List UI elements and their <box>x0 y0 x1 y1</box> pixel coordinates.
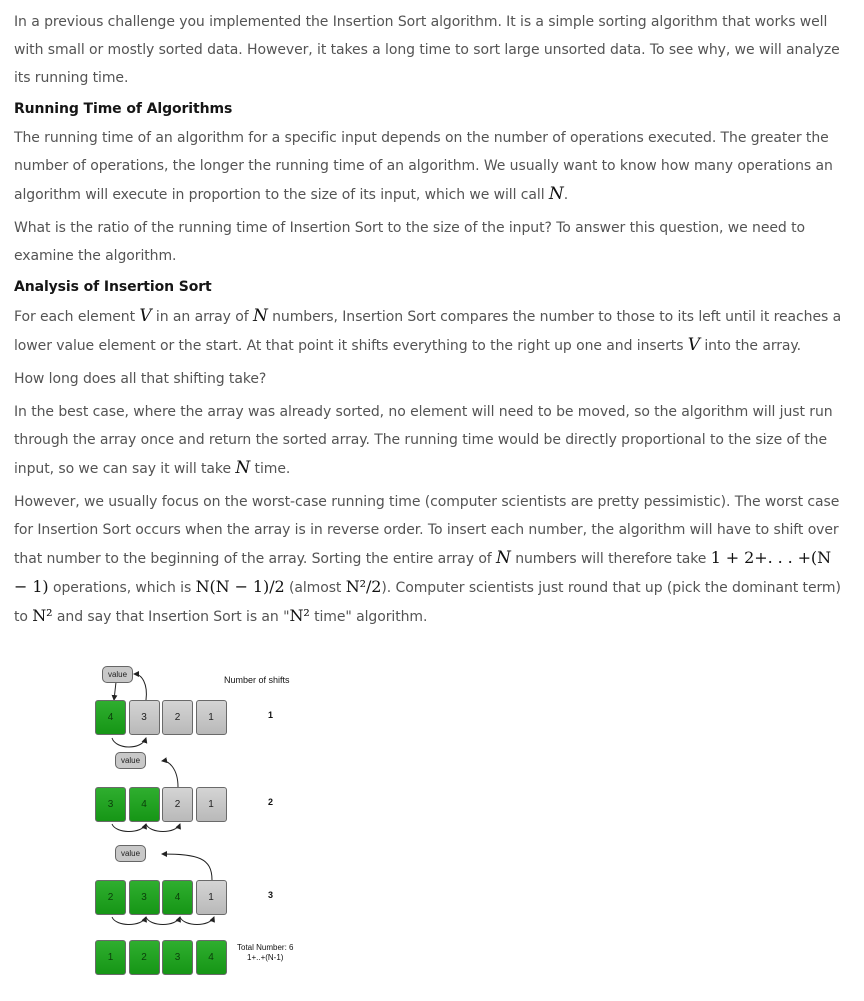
array-cell: 2 <box>162 700 193 735</box>
period: . <box>563 187 569 203</box>
math-v: V <box>139 306 152 326</box>
best-text-a: In the best case, where the array was already sorted, no element will need to be moved, so the algorithm will just run through the array once and return the sorted array. The running time would be directly proportional to the size of the input, so we can say it will take <box>14 404 833 477</box>
arrow-shift <box>112 824 146 832</box>
best-text-b: time. <box>250 461 291 477</box>
array-cell: 1 <box>196 880 227 915</box>
total-line-2: 1+..+(N-1) <box>247 953 284 962</box>
array-cell: 2 <box>95 880 126 915</box>
math-n: N <box>496 548 511 568</box>
math-n: N <box>548 184 564 204</box>
each-text-a: For each element <box>14 309 140 325</box>
value-box: value <box>115 752 146 769</box>
arrow-from-value <box>114 682 116 700</box>
math-n: N <box>235 458 251 478</box>
running-time-paragraph <box>14 124 844 209</box>
array-cell: 2 <box>162 787 193 822</box>
array-cell: 3 <box>129 700 160 735</box>
math-n2-half: N²/2 <box>345 577 382 596</box>
shift-count: 1 <box>268 710 274 720</box>
worst-text-e: ). Computer scientists just round that up (pick the dominant term) to <box>14 580 841 625</box>
ratio-paragraph: What is the ratio of the running time of Insertion Sort to the size of the input? To answer this question, we need to examine the algorithm. <box>14 220 805 264</box>
array-cell: 4 <box>162 880 193 915</box>
intro-paragraph: In a previous challenge you implemented the Insertion Sort algorithm. It is a simple sorting algorithm that works well with small or mostly sorted data. However, it takes a long time to sort large unsorted data. To see why, we will analyze its running time. <box>14 14 840 86</box>
math-n2: N² <box>32 606 53 625</box>
array-cell: 4 <box>196 940 227 975</box>
worst-text-c: operations, which is <box>48 580 196 596</box>
shifts-header: Number of shifts <box>224 675 290 685</box>
array-cell: 3 <box>95 787 126 822</box>
arrow-shift <box>146 824 180 832</box>
total-line-1: Total Number: 6 <box>237 943 294 952</box>
arrow-to-value <box>134 674 146 700</box>
each-element-paragraph <box>14 302 844 360</box>
each-text-c: numbers, Insertion Sort compares the number to those to its left until it reaches a lower value element or the start. At that point it shifts everything to the right up one and inserts <box>14 309 842 354</box>
value-box: value <box>102 666 133 683</box>
shift-count: 2 <box>268 797 274 807</box>
arrow-to-value <box>162 761 178 787</box>
worst-text-d: (almost <box>284 580 346 596</box>
arrow-shift <box>180 917 214 925</box>
shift-count: 3 <box>268 890 274 900</box>
arrow-shift <box>146 917 180 925</box>
worst-text-a: However, we usually focus on the worst-case running time (computer scientists are pretty pessimistic). The worst case for Insertion Sort occurs when the array is in reverse order. To insert each number, the algorithm will have to shift over that number to the beginning of the array. Sorting the entire array of <box>14 494 840 567</box>
each-text-b: in an array of <box>151 309 253 325</box>
array-cell: 1 <box>95 940 126 975</box>
heading-analysis: Analysis of Insertion Sort <box>14 279 212 295</box>
arrow-shift <box>112 738 146 747</box>
worst-text-f: and say that Insertion Sort is an " <box>52 609 290 625</box>
array-cell: 1 <box>196 787 227 822</box>
how-long-paragraph: How long does all that shifting take? <box>14 371 267 387</box>
running-text: The running time of an algorithm for a specific input depends on the number of operations executed. The greater the number of operations, the longer the running time of an algorithm. We usually want to know how many operations an algorithm will execute in proportion to the size of its input, which we will call <box>14 130 833 203</box>
array-cell: 4 <box>95 700 126 735</box>
insertion-sort-diagram <box>94 660 314 990</box>
worst-text-g: time" algorithm. <box>309 609 428 625</box>
value-box: value <box>115 845 146 862</box>
math-n2: N² <box>289 606 310 625</box>
array-cell: 3 <box>129 880 160 915</box>
arrow-shift <box>112 917 146 925</box>
total-label <box>237 943 293 963</box>
array-cell: 3 <box>162 940 193 975</box>
array-cell: 1 <box>196 700 227 735</box>
heading-running-time: Running Time of Algorithms <box>14 101 233 117</box>
each-text-d: into the array. <box>699 338 802 354</box>
math-nn1: N(N − 1)/2 <box>195 577 285 596</box>
best-case-paragraph <box>14 398 844 483</box>
array-cell: 2 <box>129 940 160 975</box>
array-cell: 4 <box>129 787 160 822</box>
math-v: V <box>687 335 700 355</box>
math-sum: 1 + 2+. . . +(N − 1) <box>14 548 832 596</box>
article-body <box>14 8 844 636</box>
worst-text-b: numbers will therefore take <box>510 551 711 567</box>
arrow-to-value <box>162 854 212 880</box>
worst-case-paragraph <box>14 488 844 631</box>
math-n: N <box>252 306 268 326</box>
